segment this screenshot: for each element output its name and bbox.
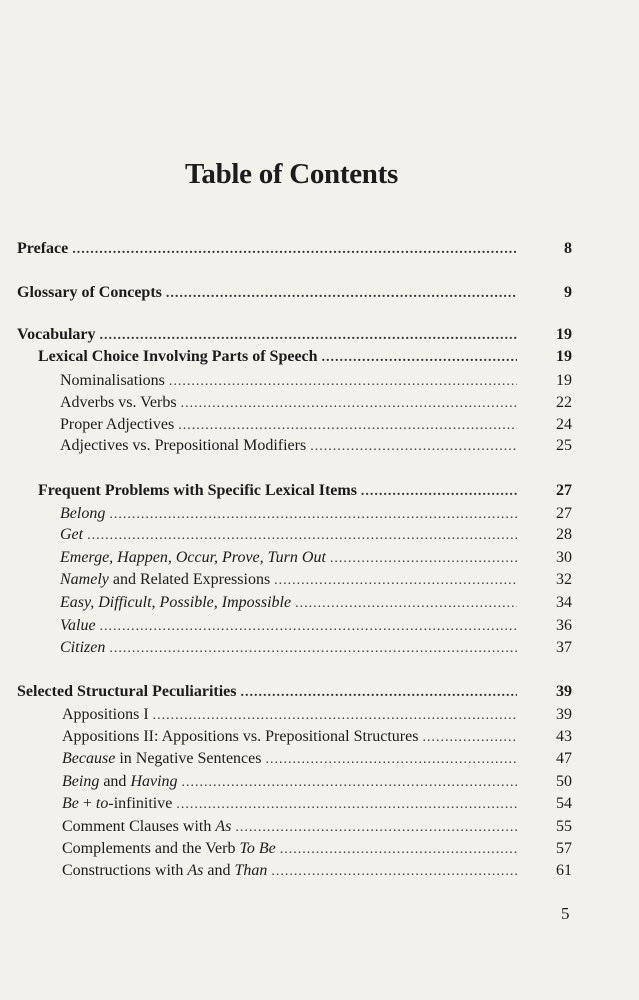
leader-dots	[271, 864, 517, 880]
leader-dots	[109, 507, 517, 523]
leader-dots	[100, 619, 517, 635]
leader-dots	[72, 242, 517, 258]
toc-entry-complements: Complements and the Verb To Be ..... 57	[62, 840, 520, 862]
toc-entry-preface: Preface ..... 8	[17, 240, 520, 262]
leader-dots	[169, 374, 517, 390]
toc-entry-vocabulary: Vocabulary ..... 19	[17, 326, 520, 348]
leader-dots	[176, 797, 517, 813]
toc-entry-structural-peculiarities: Selected Structural Peculiarities ..... 39	[17, 683, 520, 705]
toc-entry-because: Because in Negative Sentences ..... 47	[62, 750, 520, 772]
leader-dots	[181, 396, 517, 412]
toc-entry-nominalisations: Nominalisations ..... 19	[60, 372, 520, 394]
leader-dots	[153, 708, 517, 724]
toc-entry-lexical-choice: Lexical Choice Involving Parts of Speech ..... 19	[38, 348, 520, 370]
leader-dots	[280, 842, 517, 858]
toc-entry-adjectives-vs-prepositional: Adjectives vs. Prepositional Modifiers ..... 25	[60, 437, 520, 459]
leader-dots	[422, 730, 517, 746]
leader-dots	[178, 418, 517, 434]
toc-entry-appositions-1: Appositions I ..... 39	[62, 706, 520, 728]
toc-entry-be-to-infinitive: Be + to-infinitive ..... 54	[62, 795, 520, 817]
leader-dots	[109, 641, 517, 657]
toc-entry-get: Get ..... 28	[60, 526, 520, 548]
toc-entry-being-having: Being and Having ..... 50	[62, 773, 520, 795]
leader-dots	[361, 484, 517, 500]
toc-entry-glossary: Glossary of Concepts ..... 9	[17, 284, 520, 306]
leader-dots	[265, 752, 517, 768]
leader-dots	[330, 551, 517, 567]
leader-dots	[87, 528, 517, 544]
leader-dots	[182, 775, 517, 791]
toc-entry-belong: Belong ..... 27	[60, 505, 520, 527]
leader-dots	[235, 820, 517, 836]
page-number: 5	[561, 904, 570, 923]
toc-entry-constructions-as-than: Constructions with As and Than ..... 61	[62, 862, 520, 884]
leader-dots	[310, 439, 517, 455]
toc-entry-easy-difficult: Easy, Difficult, Possible, Impossible ..... 34	[60, 594, 520, 616]
leader-dots	[274, 573, 517, 589]
toc-entry-namely: Namely and Related Expressions ..... 32	[60, 571, 520, 593]
page-title: Table of Contents	[185, 158, 398, 190]
toc-entry-frequent-problems: Frequent Problems with Specific Lexical Items ..... 27	[38, 482, 520, 504]
toc-entry-emerge-happen: Emerge, Happen, Occur, Prove, Turn Out ..... 30	[60, 549, 520, 571]
toc-entry-adverbs-vs-verbs: Adverbs vs. Verbs ..... 22	[60, 394, 520, 416]
leader-dots	[241, 685, 518, 701]
leader-dots	[295, 596, 517, 612]
toc-entry-value: Value ..... 36	[60, 617, 520, 639]
leader-dots	[322, 350, 517, 366]
toc-entry-appositions-2: Appositions II: Appositions vs. Prepositional Structures ..... 43	[62, 728, 520, 750]
toc-entry-citizen: Citizen ..... 37	[60, 639, 520, 661]
toc-entry-proper-adjectives: Proper Adjectives ..... 24	[60, 416, 520, 438]
leader-dots	[100, 328, 517, 344]
leader-dots	[166, 286, 517, 302]
toc-entry-comment-clauses: Comment Clauses with As ..... 55	[62, 818, 520, 840]
